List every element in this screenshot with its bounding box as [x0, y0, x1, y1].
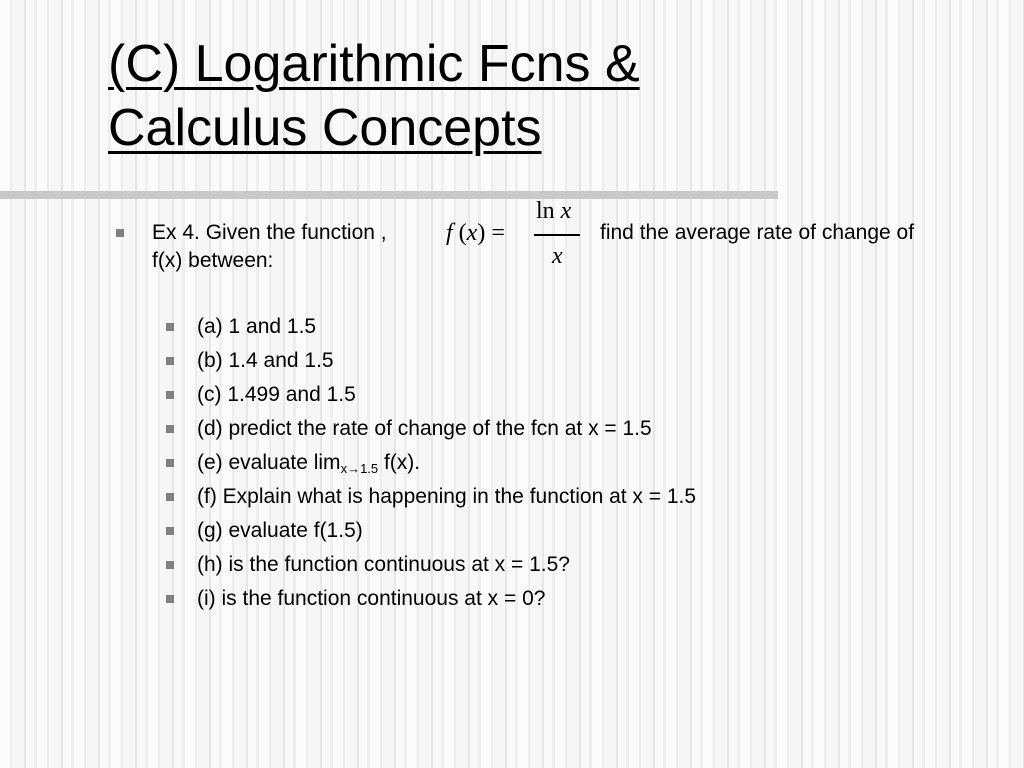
list-item-d: (d) predict the rate of change of the fcn at x = 1.5: [197, 417, 652, 440]
formula-open-paren: (: [458, 220, 467, 246]
slide-title-line-2: Calculus Concepts: [108, 99, 542, 157]
function-formula: [440, 198, 590, 276]
bullet-square-icon: [166, 561, 174, 569]
list-item-e-prefix: (e) evaluate lim: [197, 451, 341, 474]
formula-x: x: [466, 220, 478, 246]
bullet-square-icon: [116, 229, 124, 237]
bullet-square-icon: [166, 391, 174, 399]
bullet-square-icon: [166, 323, 174, 331]
limit-subscript: x→1.5: [340, 461, 379, 476]
bullet-square-icon: [166, 425, 174, 433]
formula-equals: =: [491, 220, 505, 246]
list-item-i: (i) is the function continuous at x = 0?: [197, 587, 546, 610]
list-item-b: (b) 1.4 and 1.5: [197, 349, 334, 372]
formula-numerator: [536, 198, 571, 225]
example-text-line-2: f(x) between:: [152, 249, 274, 272]
slide-title-line-1: (C) Logarithmic Fcns &: [108, 35, 640, 93]
formula-close-paren: ): [477, 220, 486, 246]
formula-denominator: x: [552, 243, 563, 269]
formula-num-x: x: [560, 198, 572, 224]
list-item-e: [197, 449, 420, 477]
formula-lhs: [446, 220, 505, 247]
bullet-square-icon: [166, 527, 174, 535]
bullet-square-icon: [166, 357, 174, 365]
list-item-f: (f) Explain what is happening in the function at x = 1.5: [197, 485, 697, 508]
list-item-g: (g) evaluate f(1.5): [197, 519, 363, 542]
fraction-bar: [534, 234, 580, 236]
bullet-square-icon: [166, 493, 174, 501]
list-item-a: (a) 1 and 1.5: [197, 315, 317, 338]
example-text-before: Ex 4. Given the function ,: [152, 221, 387, 244]
list-item-e-suffix: f(x).: [378, 451, 421, 474]
example-text-after: find the average rate of change of: [600, 221, 915, 244]
list-item-c: (c) 1.499 and 1.5: [197, 383, 356, 406]
bullet-square-icon: [166, 459, 174, 467]
formula-ln: ln: [536, 198, 555, 224]
bullet-square-icon: [166, 595, 174, 603]
list-item-h: (h) is the function continuous at x = 1.5?: [197, 553, 570, 576]
formula-f: f: [446, 220, 453, 246]
